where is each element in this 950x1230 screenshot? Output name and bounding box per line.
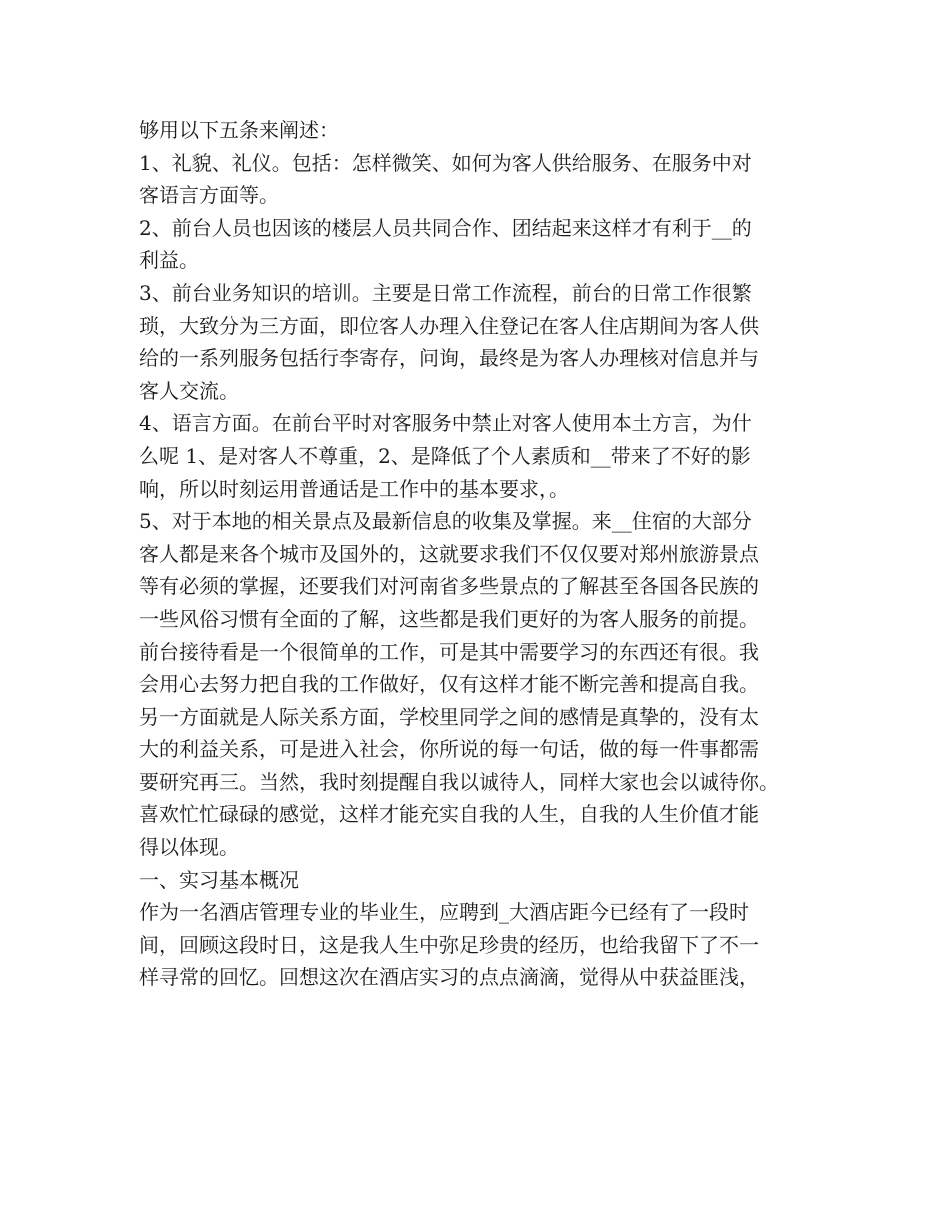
text-line: 响，所以时刻运用普通话是工作中的基本要求，。 <box>139 476 569 501</box>
text-line: 会用心去努力把自我的工作做好，仅有这样才能不断完善和提高自我。 <box>139 672 759 697</box>
text-line: 喜欢忙忙碌碌的感觉，这样才能充实自我的人生，自我的人生价值才能 <box>139 802 759 827</box>
text-line: 5、对于本地的相关景点及最新信息的收集及掌握。来__住宿的大部分 <box>139 509 752 534</box>
text-line: 等有必须的掌握，还要我们对河南省多些景点的了解甚至各国各民族的 <box>139 574 759 599</box>
text-line: 么呢 1、是对客人不尊重，2、是降低了个人素质和__带来了不好的影 <box>139 443 751 468</box>
section-heading: 一、实习基本概况 <box>139 867 299 892</box>
text-line: 作为一名酒店管理专业的毕业生，应聘到_大酒店距今已经有了一段时 <box>139 900 749 925</box>
text-line: 客人都是来各个城市及国外的，这就要求我们不仅仅要对郑州旅游景点 <box>139 541 759 566</box>
text-line: 前台接待看是一个很简单的工作，可是其中需要学习的东西还有很。我 <box>139 639 759 664</box>
text-line: 另一方面就是人际关系方面，学校里同学之间的感情是真挚的，没有太 <box>139 704 759 729</box>
text-line: 利益。 <box>139 248 199 273</box>
text-line: 2、前台人员也因该的楼层人员共同合作、团结起来这样才有利于__的 <box>139 215 752 240</box>
text-line: 4、语言方面。在前台平时对客服务中禁止对客人使用本土方言，为什 <box>139 411 752 436</box>
text-line: 一些风俗习惯有全面的了解，这些都是我们更好的为客人服务的前提。 <box>139 606 759 631</box>
text-line: 够用以下五条来阐述： <box>139 118 339 142</box>
text-line: 样寻常的回忆。回想这次在酒店实习的点点滴滴，觉得从中获益匪浅， <box>139 965 759 990</box>
text-line: 间，回顾这段时日，这是我人生中弥足珍贵的经历，也给我留下了不一 <box>139 932 759 957</box>
text-line: 得以体现。 <box>139 835 239 860</box>
text-line: 要研究再三。当然，我时刻提醒自我以诚待人，同样大家也会以诚待你。 <box>139 769 779 794</box>
text-line: 1、礼貌、礼仪。包括：怎样微笑、如何为客人供给服务、在服务中对 <box>139 150 752 175</box>
text-line: 琐，大致分为三方面，即位客人办理入住登记在客人住店期间为客人供 <box>139 313 759 338</box>
body-text <box>139 114 839 994</box>
text-line: 客语言方面等。 <box>139 183 279 208</box>
text-line: 大的利益关系，可是进入社会，你所说的每一句话，做的每一件事都需 <box>139 737 759 762</box>
text-line: 给的一系列服务包括行李寄存，问询，最终是为客人办理核对信息并与 <box>139 346 759 371</box>
text-line: 3、前台业务知识的培训。主要是日常工作流程，前台的日常工作很繁 <box>139 280 752 305</box>
text-line: 客人交流。 <box>139 378 239 403</box>
